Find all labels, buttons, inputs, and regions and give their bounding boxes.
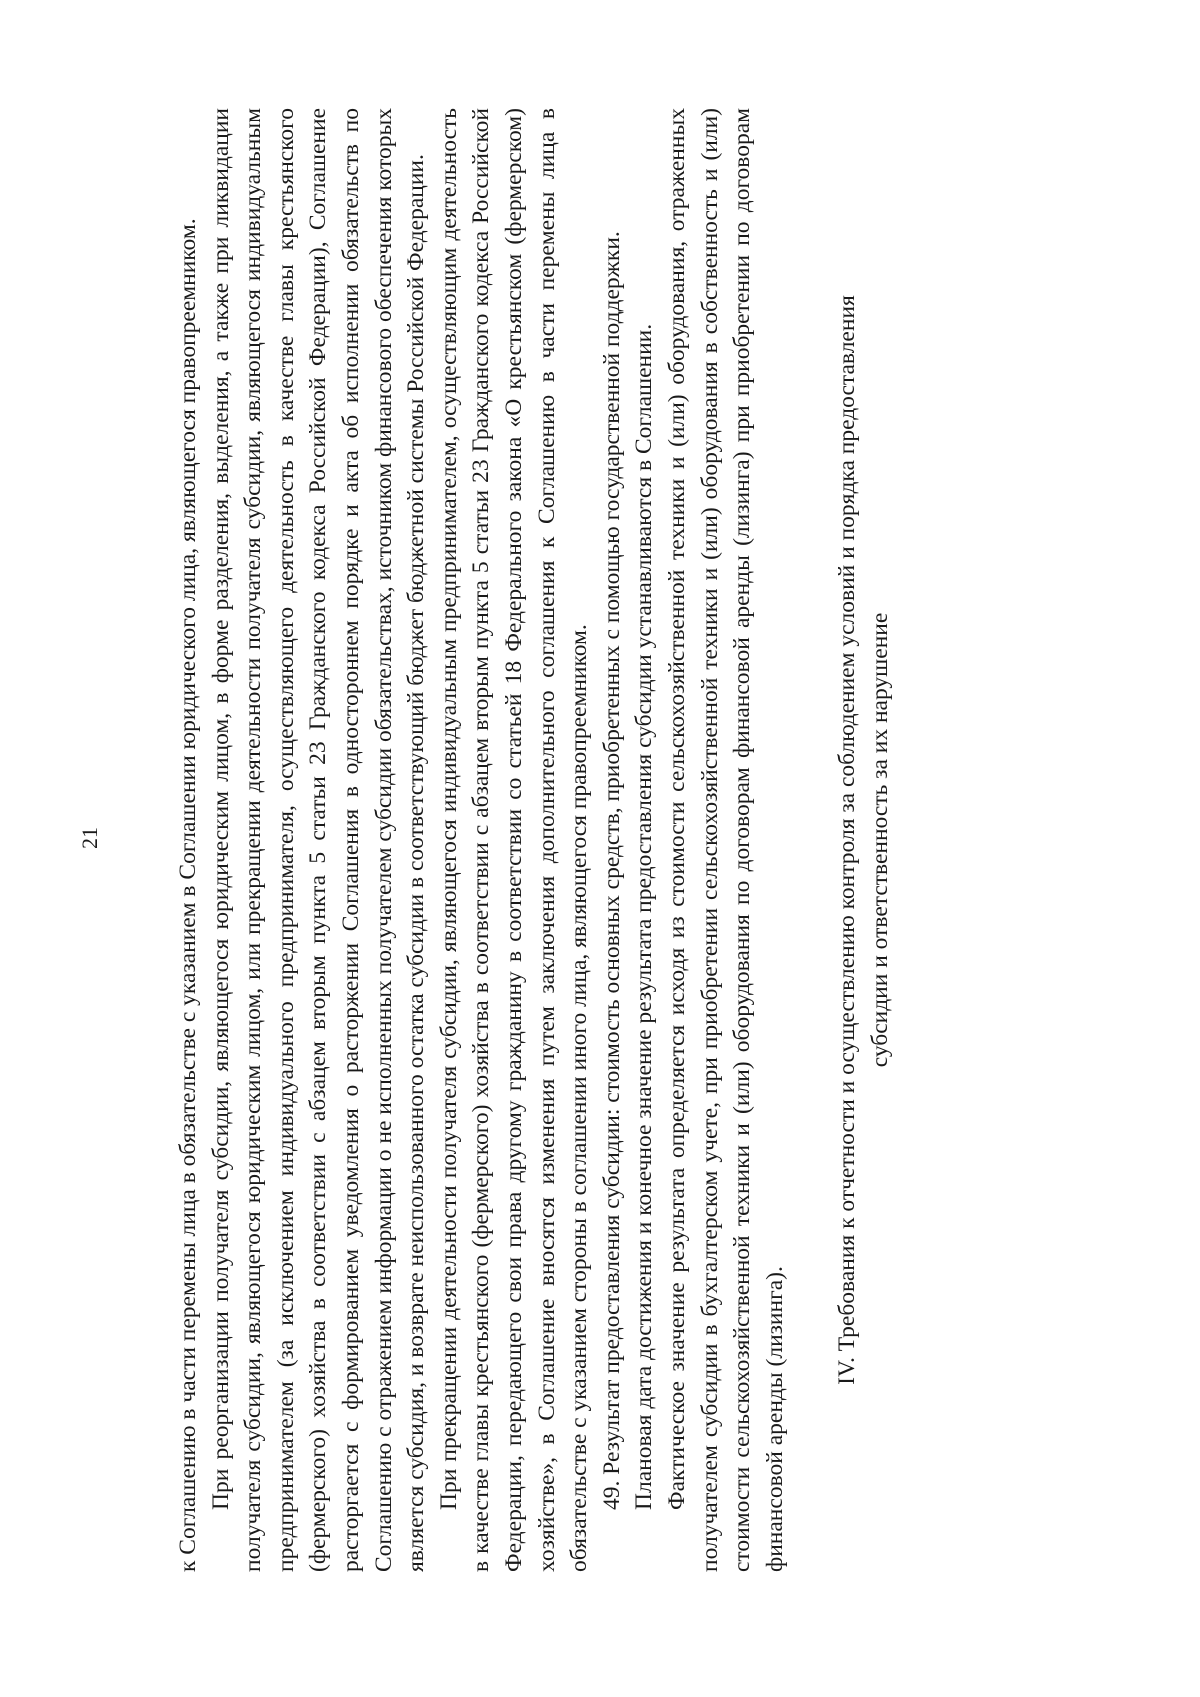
- paragraph-item-49: 49. Результат предоставления субсидии: стоимость основных средств, приобретенных с помощью государственной поддержки.: [598, 231, 625, 1510]
- paragraph-actual-value: Фактическое значение результата определяется исходя из стоимости сельскохозяйственной техники и (или) оборудования, отраженных получателем субсидии в бухгалтерском учете, при приобретении сельскохозяйственной техники и (или) оборудования в собственность и (или) стоимости сельскохозяйственной техники и (или) оборудования по договорам финансовой аренды (лизинга) при приобретении по договорам финансовой аренды (лизинга).: [663, 108, 788, 1572]
- section-heading-line-1: IV. Требования к отчетности и осуществлению контроля за соблюдением условий и порядка предоставления: [834, 295, 861, 1385]
- paragraph-reorganization: При реорганизации получателя субсидии, являющегося юридическим лицом, в форме разделения, выделения, а также при ликвидации получателя субсидии, являющегося юридическим лицом, или прекращении деятельности получателя субсидии, являющегося индивидуальным предпринимателем (за исключением индивидуального предпринимателя, осуществляющего деятельность в качестве главы крестьянского (фермерского) хозяйства в соответствии с абзацем вторым пункта 5 статьи 23 Гражданского кодекса Российской Федерации), Соглашение расторгается с формированием уведомления о расторжении Соглашения в одностороннем порядке и акта об исполнении обязательств по Соглашению с отражением информации о не исполненных получателем субсидии обязательствах, источником финансового обеспечения которых является субсидия, и возврате неиспользованного остатка субсидии в соответствующий бюджет бюджетной системы Российской Федерации.: [207, 108, 430, 1572]
- paragraph-planned-date: Плановая дата достижения и конечное значение результата предоставления субсидии устанавливаются в Соглашении.: [631, 323, 658, 1510]
- page-number: 21: [77, 827, 102, 849]
- document-page: [160, 90, 1040, 1590]
- section-heading-line-2: субсидии и ответственность за их нарушение: [866, 612, 893, 1068]
- document-body: [172, 108, 791, 1572]
- paragraph-termination: При прекращении деятельности получателя субсидии, являющегося индивидуальным предпринимателем, осуществляющим деятельность в качестве главы крестьянского (фермерского) хозяйства в соответствии с абзацем вторым пункта 5 статьи 23 Гражданского кодекса Российской Федерации, передающего свои права другому гражданину в соответствии со статьей 18 Федерального закона «О крестьянском (фермерском) хозяйстве», в Соглашение вносятся изменения путем заключения дополнительного соглашения к Соглашению в части перемены лица в обязательстве с указанием стороны в соглашении иного лица, являющегося правопреемником.: [435, 108, 593, 1572]
- section-heading: [831, 108, 896, 1572]
- paragraph-continuation: к Соглашению в части перемены лица в обязательстве с указанием в Соглашении юридического лица, являющегося правопреемником.: [175, 218, 201, 1572]
